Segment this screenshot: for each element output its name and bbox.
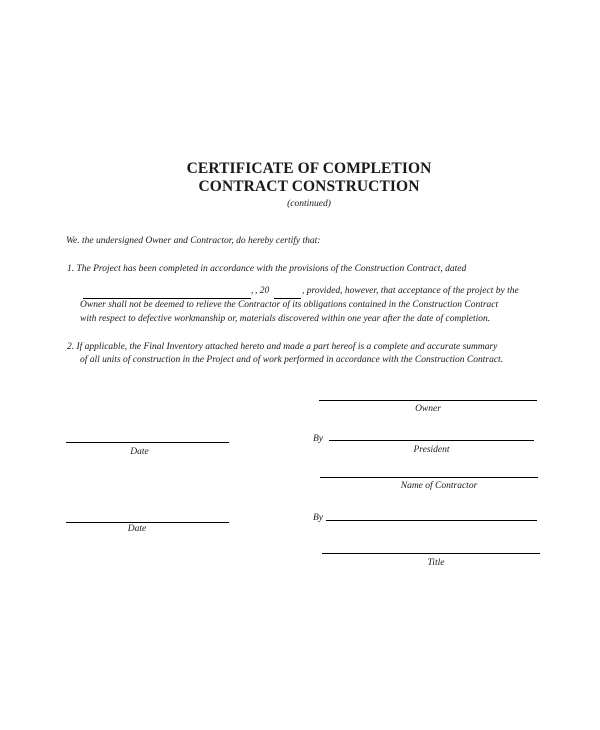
intro-text: We. the undersigned Owner and Contractor, do hereby certify that:	[66, 236, 321, 246]
document-title: CERTIFICATE OF COMPLETION	[186, 160, 432, 177]
item1-year-prefix: , 20	[255, 286, 270, 296]
item1-line2: , provided, however, that acceptance of the project by the	[302, 286, 519, 296]
date-line-1	[66, 442, 229, 443]
president-signature-line	[329, 440, 534, 441]
owner-signature-line	[319, 400, 537, 401]
document-subtitle-heading: CONTRACT CONSTRUCTION	[198, 178, 420, 195]
contractor-label: Name of Contractor	[400, 481, 478, 491]
date-label-2: Date	[127, 524, 147, 534]
title-signature-line	[322, 553, 540, 554]
continued-note: (continued)	[287, 199, 331, 209]
contractor-name-line	[320, 477, 538, 478]
date-label-1: Date	[130, 447, 149, 457]
president-label: President	[413, 445, 450, 455]
by-label-1: By	[313, 434, 324, 444]
item1-comma: ,	[251, 286, 254, 296]
by-label-2: By	[313, 513, 324, 523]
title-label: Title	[427, 558, 445, 568]
contractor-signature-line	[326, 520, 537, 521]
item1-line3: Owner shall not be deemed to relieve the Contractor of its obligations contained in the Construction Contract	[80, 300, 499, 310]
item2-line2: of all units of construction in the Project and of work performed in accordance with the Construction Contract.	[80, 355, 504, 365]
item2-line1: 2. If applicable, the Final Inventory attached hereto and made a part hereof is a complete and accurate summary	[67, 342, 498, 352]
owner-label: Owner	[415, 404, 441, 414]
item1-line1: 1. The Project has been completed in accordance with the provisions of the Construction Contract, dated	[67, 264, 467, 274]
item1-line4: with respect to defective workmanship or, materials discovered within one year after the date of completion.	[80, 314, 491, 324]
date-line-2	[66, 522, 229, 523]
